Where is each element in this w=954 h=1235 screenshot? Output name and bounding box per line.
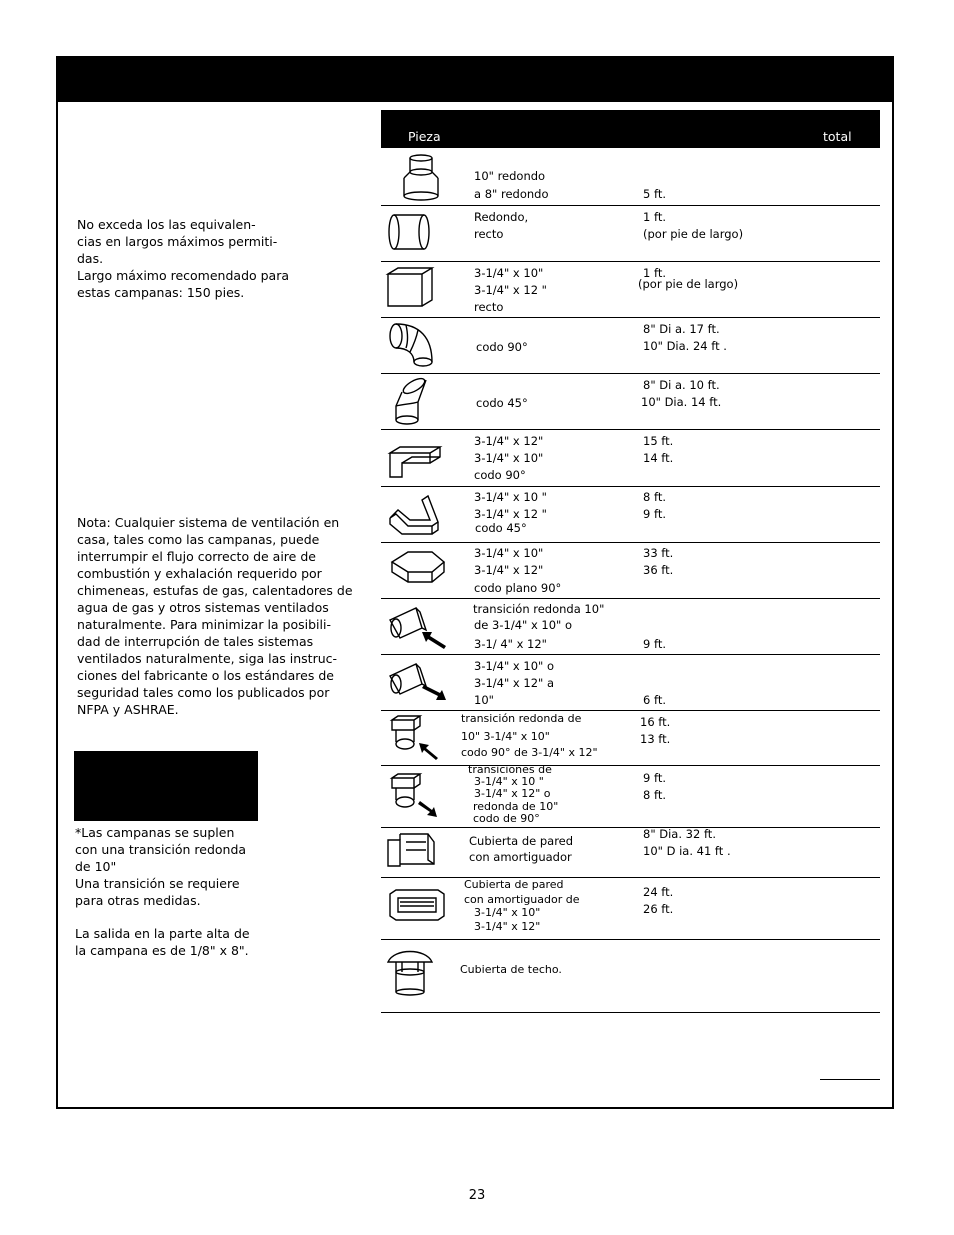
row-desc: con amortiguador [469,850,572,864]
row-equivalent: 9 ft. [643,771,666,785]
row-equivalent: 10" D ia. 41 ft . [643,844,731,858]
row-equivalent: 13 ft. [640,732,671,746]
row-equivalent: 6 ft. [643,693,666,707]
row-desc: Redondo, [474,210,529,224]
flat-elbow-90-icon [388,548,448,592]
row-equivalent: 15 ft. [643,434,674,448]
round-elbow-90-icon [386,320,436,370]
row-divider [381,261,880,262]
row-desc: 3-1/4" x 12 " [474,507,547,521]
row-desc: 3-1/4" x 12" o [474,787,551,800]
row-desc: 3-1/4" x 10" [474,451,544,465]
row-desc: Cubierta de pared [469,834,574,848]
ventilation-note: Nota: Cualquier sistema de ventilación en casa, tales como las campanas, puede interrumpir el flujo correcto de aire de combustión y exhalación requerido por chimeneas, estufas de gas, calentadores de agua de gas y otros sistemas ventilados naturalmente. Para minimizar la posibili- dad de interrupción de tales sistemas ventilados naturalmente, siga las instruc- ciones del fabricante o los estándares de seguridad tales como los publicados por NFPA y ASHRAE. [77,515,353,717]
max-length-warning: No exceda los las equivalen- cias en largos máximos permiti- das. Largo máximo recomendado para estas campanas: 150 pies. [77,217,290,300]
total-underline [820,1079,880,1080]
row-desc: 3-1/4" x 12 " [474,283,547,297]
transition-out-icon [386,658,450,708]
row-desc: codo 90° de 3-1/4" x 12" [461,746,598,759]
title-bar [58,58,892,102]
row-desc: 10" 3-1/4" x 10" [461,730,550,743]
page-number: 23 [468,1188,486,1203]
row-desc: transición redonda de [461,712,582,725]
row-equivalent: 1 ft. [643,266,666,280]
row-desc: recto [474,227,504,241]
transition-elbow-out-icon [386,770,442,822]
row-equivalent: 8" Di a. 10 ft. [643,378,720,392]
row-divider [381,542,880,543]
row-divider [381,877,880,878]
rect-duct-icon [384,264,436,310]
row-desc: 3-1/4" x 10" [474,546,544,560]
row-equivalent: 9 ft. [643,507,666,521]
row-divider [381,429,880,430]
row-equivalent: 14 ft. [643,451,674,465]
row-desc: 3-1/4" x 10" o [474,659,554,673]
row-divider [381,710,880,711]
row-equivalent: 8" Di a. 17 ft. [643,322,720,336]
row-divider [381,205,880,206]
row-desc: 3-1/4" x 10 " [474,775,544,788]
row-desc: codo 90° [476,340,528,354]
row-equivalent: 8 ft. [643,490,666,504]
row-equivalent: (por pie de largo) [643,227,744,241]
row-divider [381,317,880,318]
row-desc: codo 45° [476,396,528,410]
row-desc: 3-1/4" x 10" [474,906,541,919]
row-equivalent: 8 ft. [643,788,666,802]
round-duct-icon [386,210,432,256]
rect-elbow-45-icon [386,490,444,538]
row-desc: codo 90° [474,468,526,482]
row-equivalent: 10" Dia. 24 ft . [643,339,727,353]
row-desc: codo plano 90° [474,581,562,595]
row-desc: 3-1/4" x 10 " [474,490,547,504]
row-desc: de 3-1/4" x 10" o [474,618,573,632]
transition-in-icon [386,602,450,652]
row-equivalent: 33 ft. [643,546,674,560]
row-desc: codo de 90° [473,812,540,825]
row-divider [381,598,880,599]
row-desc: Cubierta de techo. [460,963,562,976]
row-desc: recto [474,300,504,314]
row-equivalent: 9 ft. [643,637,666,651]
row-desc: 3-1/ 4" x 12" [474,637,547,651]
row-equivalent: 26 ft. [643,902,674,916]
row-divider [381,373,880,374]
row-equivalent: 16 ft. [640,715,671,729]
roof-cap-icon [384,942,436,1000]
rect-elbow-90-icon [386,433,444,481]
footnote-outlet: La salida en la parte alta de la campana es de 1/8" x 8". [75,926,250,958]
row-equivalent: 24 ft. [643,885,674,899]
row-desc: 10" [474,693,494,707]
header-piece: Pieza [408,129,441,144]
row-desc: Cubierta de pared [464,878,564,891]
row-divider [381,654,880,655]
wall-cap-rect-icon [386,884,448,928]
black-label-box [74,751,258,821]
row-desc: codo 45° [475,521,527,535]
row-desc: 3-1/4" x 10" [474,266,544,280]
row-equivalent: 1 ft. [643,210,666,224]
header-total: total [823,129,852,144]
wall-cap-icon [384,830,438,872]
row-desc: 3-1/4" x 12" a [474,676,555,690]
row-desc: redonda de 10" [473,800,559,813]
row-equivalent: 36 ft. [643,563,674,577]
table-header [381,110,880,148]
row-desc: con amortiguador de [464,893,580,906]
round-elbow-45-icon [388,376,434,426]
round-reducer-icon [398,152,444,202]
footnote-transition: *Las campanas se suplen con una transición redonda de 10" Una transición se requiere para otras medidas. [75,825,247,908]
row-desc: 3-1/4" x 12" [474,563,544,577]
row-desc: 3-1/4" x 12" [474,434,544,448]
row-desc: 3-1/4" x 12" [474,920,541,933]
row-desc: a 8" redondo [474,187,549,201]
row-divider [381,939,880,940]
row-desc: transiciones de [468,763,552,776]
row-desc: transición redonda 10" [473,602,605,616]
row-divider [381,765,880,766]
row-equivalent: 5 ft. [643,187,666,201]
row-divider [381,486,880,487]
row-divider [381,827,880,828]
row-divider [381,1012,880,1013]
row-equivalent: 8" Dia. 32 ft. [643,827,716,841]
row-equivalent: (por pie de largo) [638,277,739,291]
row-equivalent: 10" Dia. 14 ft. [641,395,722,409]
transition-elbow-in-icon [386,712,442,762]
row-desc: 10" redondo [474,169,546,183]
